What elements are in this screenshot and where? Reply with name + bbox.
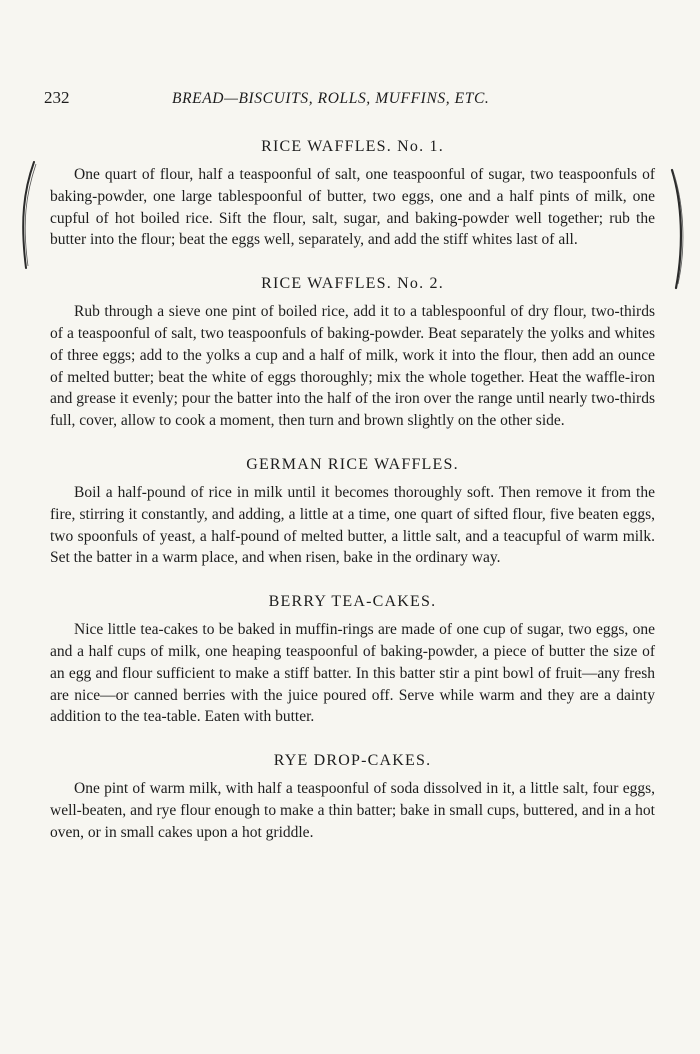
recipe-german-rice-waffles	[50, 456, 655, 569]
recipe-rye-drop-cakes	[50, 752, 655, 843]
recipe-title: RYE DROP-CAKES.	[273, 752, 432, 770]
recipe-title: RICE WAFFLES. No. 1.	[261, 138, 444, 155]
recipe-text: Nice little tea-cakes to be baked in muffin-rings are made of one cup of sugar, two eggs, one and a half cups of milk, one heaping teaspoonful of baking-powder, a piece of butter the size of an egg and flour sufficient to make a stiff batter. In this batter stir a pint bowl of fruit—any fresh are nice—or canned berries with the juice poured off. Serve while warm and they are a dainty addition to the tea-table. Eaten with butter.	[50, 621, 655, 726]
margin-pencil-mark-right	[664, 168, 694, 292]
recipe-title: BERRY TEA-CAKES.	[268, 593, 437, 611]
running-head: BREAD—BISCUITS, ROLLS, MUFFINS, ETC.	[172, 90, 490, 107]
recipe-title: GERMAN RICE WAFFLES.	[246, 455, 459, 473]
recipe-text: One pint of warm milk, with half a teaspoonful of soda dissolved in it, a little salt, four eggs, well-beaten, and rye flour enough to make a thin batter; bake in small cups, buttered, and in a hot oven, or in small cakes upon a hot griddle.	[50, 780, 655, 841]
recipe-berry-tea-cakes	[50, 593, 655, 728]
margin-pencil-mark-left	[12, 160, 42, 272]
page-number: 232	[44, 88, 70, 107]
page-header	[44, 88, 655, 114]
book-page	[44, 88, 655, 844]
recipe-text: One quart of flour, half a teaspoonful of salt, one teaspoonful of sugar, two teaspoonfuls of baking-powder, one large tablespoonful of butter, two eggs, one and a half pints of milk, one cupful of hot boiled rice. Sift the flour, salt, sugar, and baking-powder well together; rub the butter into the flour; beat the eggs well, separately, and add the stiff whites last of all.	[50, 166, 655, 249]
recipe-text: Rub through a sieve one pint of boiled rice, add it to a tablespoonful of dry flour, two-thirds of a teaspoonful of salt, two teaspoonfuls of baking-powder. Beat separately the yolks and whites of three eggs; add to the yolks a cup and a half of milk, work it into the flour, then add an ounce of melted butter; beat the white of eggs thoroughly; mix the whole together. Heat the waffle-iron and grease it evenly; pour the batter into the half of the iron over the range until nearly two-thirds full, cover, allow to cook a moment, then turn and brown slightly on the other side.	[50, 303, 655, 430]
recipe-text: Boil a half-pound of rice in milk until it becomes thoroughly soft. Then remove it from the fire, stirring it constantly, and adding, a little at a time, one quart of sifted flour, five beaten eggs, two spoonfuls of yeast, a half-pound of melted butter, a little salt, and a teacupful of warm milk. Set the batter in a warm place, and when risen, bake in the ordinary way.	[50, 483, 655, 567]
recipe-title: RICE WAFFLES. No. 2.	[261, 275, 444, 293]
recipe-rice-waffles-1	[50, 138, 655, 251]
recipe-rice-waffles-2	[50, 275, 655, 432]
